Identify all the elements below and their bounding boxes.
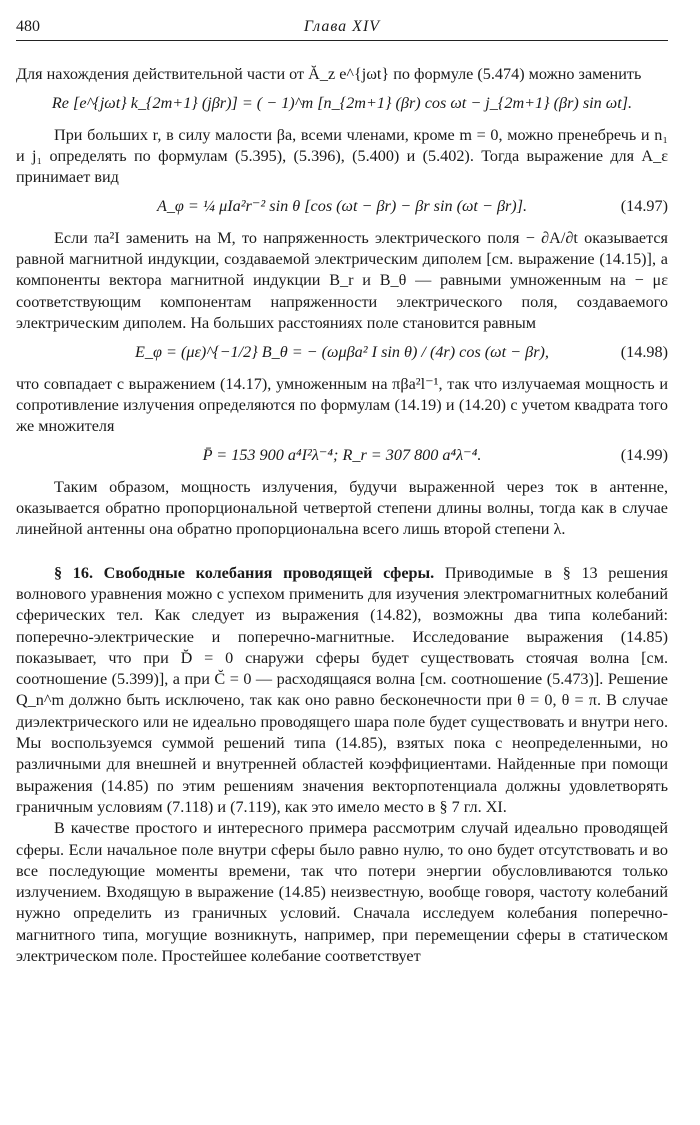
section-paragraph xyxy=(16,563,668,819)
page-number: 480 xyxy=(16,18,40,35)
equation-number: (14.99) xyxy=(620,446,668,465)
section-gap xyxy=(16,541,668,563)
equation-number: (14.97) xyxy=(620,197,668,216)
equation xyxy=(16,445,668,466)
paragraph: что совпадает с выражением (14.17), умноженным на πβa²l⁻¹, так что излучаемая мощность и сопротивление излучения определяются по формулам (14.19) и (14.20) с учетом квадрата того же множителя xyxy=(16,374,668,436)
equation-text: P̄ = 153 900 a⁴I²λ⁻⁴; R_r = 307 800 a⁴λ⁻⁴. xyxy=(202,446,482,465)
equation xyxy=(16,196,668,217)
page-header xyxy=(16,14,668,41)
paragraph: Таким образом, мощность излучения, будучи выраженной через ток в антенне, оказывается обратно пропорциональной четвертой степени длины волны, тогда как в случае линейной антенны она обратно пропорциональна всего лишь второй степени λ. xyxy=(16,477,668,539)
section-text: Приводимые в § 13 решения волнового уравнения можно с успехом применить для изучения электромагнитных колебаний сферических тел. Как следует из выражения (14.82), возможны два типа колебаний: поперечно-электрические и поперечно-магнитные. Исследование выражения (14.85) показывает, что при D̆ = 0 снаружи сферы будет существовать стоячая волна [см. соотношение (5.399)], а при C̆ = 0 — расходящаяся волна [см. соотношение (5.473)]. Решение Q_n^m должно быть исключено, так как оно равно бесконечности при θ = 0, θ = π. В случае диэлектрического или не идеально проводящего шара поле будет существовать и внутри него. Мы воспользуемся суммой решений типа (14.85), взятых пока с неопределенными, но различными для внешней и внутренней областей коэффициентами. Найденные при помощи выражения (14.85) по этим решениям значения векторпотенциала должны удовлетворять граничным условиям (7.118) и (7.119), как это имело место в § 7 гл. XI. xyxy=(16,563,669,816)
paragraph: В качестве простого и интересного примера рассмотрим случай идеально проводящей сферы. Если начальное поле внутри сферы было равно нулю, то оно будет отсутствовать и во все последующие моменты времени, так что потери энергии обусловливаются только излучением. Входящую в выражение (14.85) неизвестную, вообще говоря, частоту колебаний нужно определить из граничных условий. Сначала исследуем колебания поперечно-магнитного типа, могущие возникнуть, например, при перемещении сферы в статическом электрическом поле. Простейшее колебание соответствует xyxy=(16,819,668,965)
equation xyxy=(16,342,668,363)
equation-text: E_φ = (με)^{−1/2} B_θ = − (ωμβa² I sin θ) / (4r) cos (ωt − βr), xyxy=(135,343,549,362)
paragraph: Для нахождения действительной части от Ă_z e^{jωt} по формуле (5.474) можно заменить xyxy=(16,65,642,83)
equation-text: Re [e^{jωt} k_{2m+1} (jβr)] = ( − 1)^m [n_{2m+1} (βr) cos ωt − j_{2m+1} (βr) sin ωt]. xyxy=(51,94,633,113)
page-body xyxy=(16,64,668,967)
paragraph: При больших r, в силу малости βa, всеми членами, кроме m = 0, можно пренебречь и n₁ и j₁ определять по формулам (5.395), (5.396), (5.400) и (5.402). Тогда выражение для A_ε принимает вид xyxy=(16,125,668,187)
equation-text: A_φ = ¼ μIa²r⁻² sin θ [cos (ωt − βr) − βr sin (ωt − βr)]. xyxy=(156,197,528,216)
equation-number: (14.98) xyxy=(620,343,668,362)
paragraph: Если πa²I заменить на M, то напряженность электрического поля − ∂A/∂t оказывается равной магнитной индукции, создаваемой электрическим диполем [см. выражение (14.15)], а компоненты вектора магнитной индукции B_r и B_θ — равными умноженным на − με соответствующим компонентам напряженности электрического поля, создаваемого электрическим диполем. На больших расстояниях поле становится равным xyxy=(16,228,668,332)
section-title: § 16. Свободные колебания проводящей сферы. xyxy=(54,563,435,582)
equation xyxy=(16,93,668,114)
running-head: Глава XIV xyxy=(303,18,381,35)
